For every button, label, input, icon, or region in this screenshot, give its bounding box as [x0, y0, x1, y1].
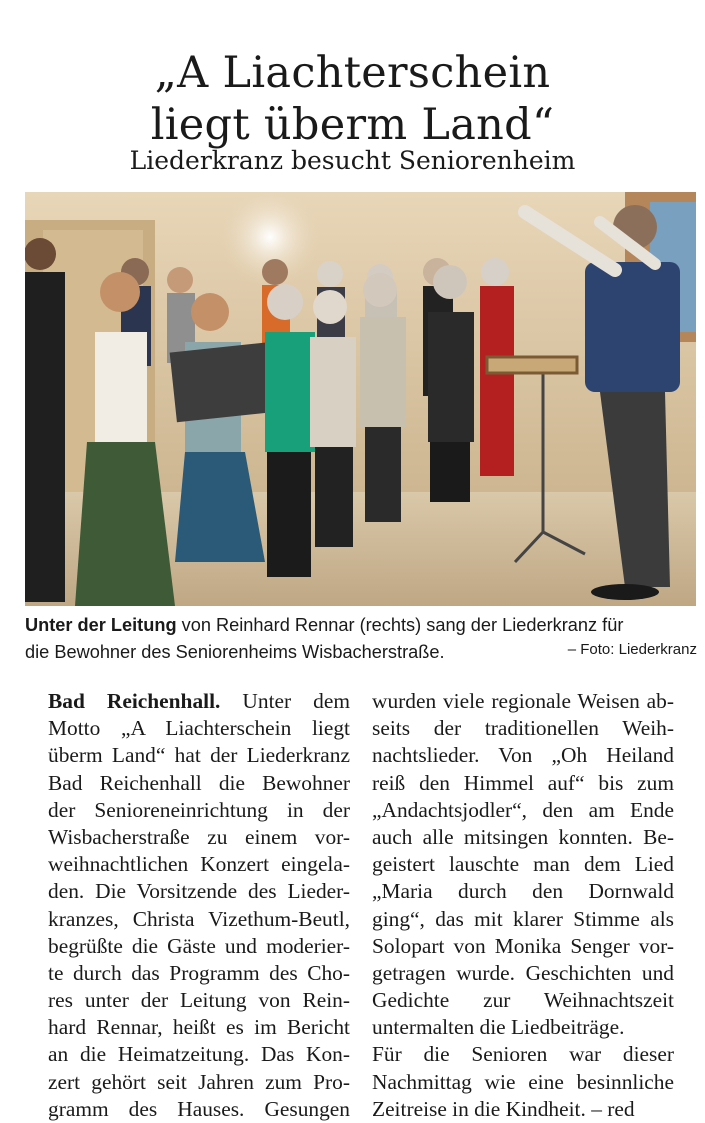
article-line: begrüßte die Gäste und moderier-	[48, 933, 350, 958]
article-line: hard Rennar, heißt es im Bericht	[48, 1015, 350, 1040]
photo-credit: – Foto: Liederkranz	[567, 641, 697, 658]
article-line: zert gehört seit Jahren zum Pro-	[48, 1069, 350, 1094]
dateline: Bad Reichenhall.	[48, 689, 221, 713]
article-line: wurden viele regionale Weisen ab-	[372, 689, 674, 713]
article-line: seits der traditionellen Weih-	[372, 716, 674, 741]
article-line: Motto „A Liachterschein liegt	[48, 716, 350, 741]
article-line: nachtslieder. Von „Oh Heiland	[372, 743, 674, 768]
article-line	[48, 688, 350, 715]
article-column-1	[48, 688, 350, 1123]
article-line: Nachmittag wie eine besinnliche	[372, 1069, 674, 1094]
headline-line-1: „A Liachterschein	[154, 47, 551, 98]
caption-text-1: von Reinhard Rennar (rechts) sang der Liederkranz für	[176, 615, 624, 635]
article-line: „Maria durch den Dornwald	[372, 879, 674, 904]
article-line: der Senioreneinrichtung in der	[48, 797, 350, 822]
article-line: geistert lauschte man dem Lied	[372, 852, 674, 877]
article-column-2	[372, 688, 674, 1123]
article-line: Bad Reichenhall die Bewohner	[48, 770, 350, 795]
article-line: gramm des Hauses. Gesungen	[48, 1096, 350, 1121]
article-line: res unter der Leitung von Rein-	[48, 988, 350, 1013]
photo-caption	[25, 612, 697, 666]
article-line: überm Land“ hat der Liederkranz	[48, 743, 350, 768]
article-line: Gedichte zur Weihnachtszeit	[372, 988, 674, 1013]
article-line: auch alle mitsingen konnten. Be-	[372, 824, 674, 849]
caption-line-2: die Bewohner des Seniorenheims Wisbacherstraße.	[25, 642, 445, 662]
article-line: den. Die Vorsitzende des Lieder-	[48, 879, 350, 904]
headline	[0, 47, 705, 151]
article-line: an die Heimatzeitung. Das Kon-	[48, 1042, 350, 1067]
article-line: ging“, das mit klarer Stimme als	[372, 906, 674, 931]
article-line: te durch das Programm des Cho-	[48, 960, 350, 985]
article-line-text: Unter dem	[220, 689, 350, 713]
article-line: Wisbacherstraße zu einem vor-	[48, 824, 350, 849]
article-line: weihnachtlichen Konzert eingela-	[48, 852, 350, 877]
article-line: Zeitreise in die Kindheit. – red	[372, 1096, 635, 1121]
article-line: reiß den Himmel auf“ bis zum	[372, 770, 674, 795]
caption-lead: Unter der Leitung	[25, 615, 177, 635]
subheadline: Liederkranz besucht Seniorenheim	[129, 146, 576, 175]
article-line: „Andachtsjodler“, den am Ende	[372, 797, 674, 822]
article-photo	[25, 192, 696, 606]
article-line: Für die Senioren war dieser	[372, 1042, 674, 1067]
article-line: getragen wurde. Geschichten und	[372, 960, 674, 985]
choir-photo-illustration	[25, 192, 696, 606]
article-line: kranzes, Christa Vizethum-Beutl,	[48, 906, 350, 931]
headline-line-2: liegt überm Land“	[150, 99, 555, 150]
article-line: Solopart von Monika Senger vor-	[372, 933, 674, 958]
caption-line-1	[25, 612, 697, 639]
article-line: untermalten die Liedbeiträge.	[372, 1015, 625, 1040]
